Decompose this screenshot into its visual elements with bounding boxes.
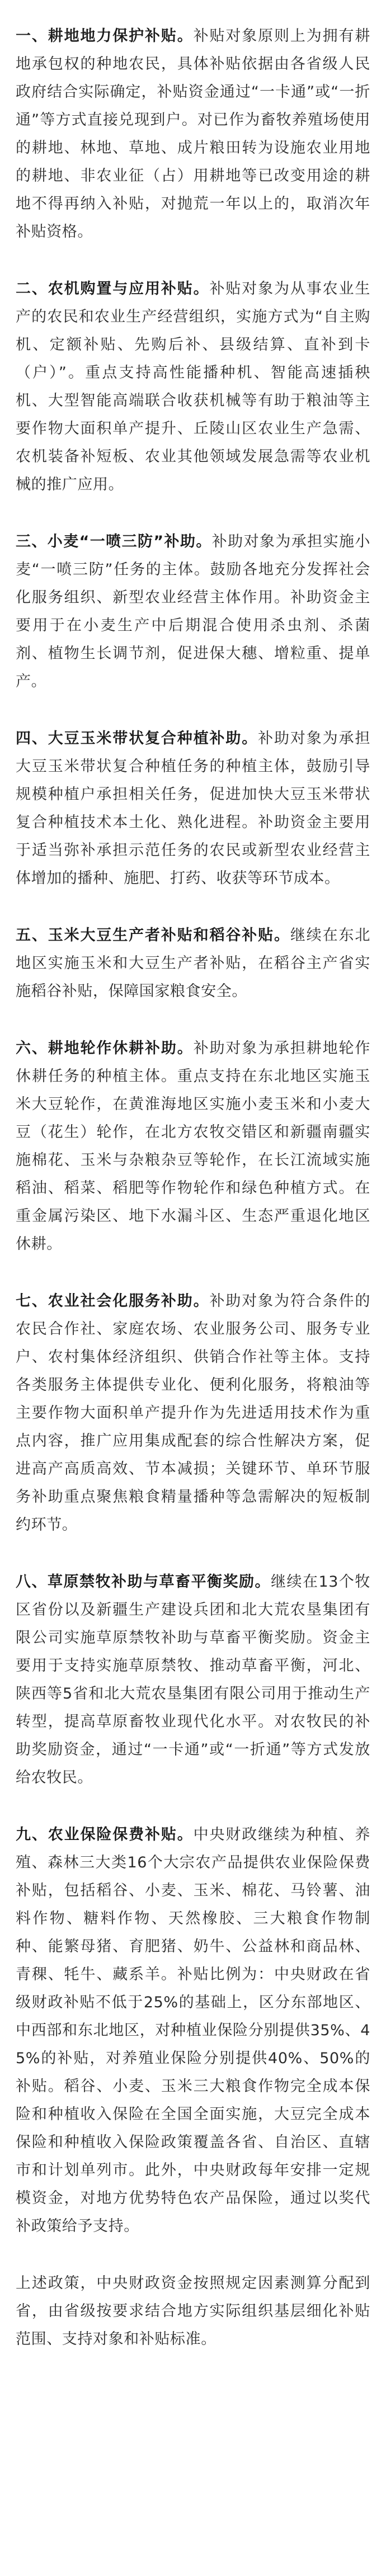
section-heading: 二、农机购置与应用补贴。 <box>16 280 210 298</box>
section-paragraph <box>16 1821 370 2240</box>
section-body: 补贴对象原则上为拥有耕地承包权的种地农民，具体补贴依据由各省级人民政府结合实际确定，补贴资金通过“一卡通”或“一折通”等方式直接兑现到户。对已作为畜牧养殖场使用的耕地、林地、草地、成片粮田转为设施农业用地的耕地、非农业征（占）用耕地等已改变用途的耕地不得再纳入补贴，对抛荒一年以上的，取消次年补贴资格。 <box>16 27 370 240</box>
section-corn-soybean-rice-subsidy <box>16 922 370 1006</box>
section-paragraph <box>16 922 370 1006</box>
closing-paragraph: 上述政策，中央财政资金按照规定因素测算分配到省，由省级按要求结合地方实际组织基层细化补贴范围、支持对象和补贴标准。 <box>16 2275 370 2348</box>
section-wheat-spray-subsidy <box>16 528 370 696</box>
section-heading: 五、玉米大豆生产者补贴和稻谷补贴。 <box>16 927 290 944</box>
section-heading: 八、草原禁牧补助与草畜平衡奖励。 <box>16 1573 271 1591</box>
section-paragraph <box>16 1035 370 1258</box>
section-body: 补助对象为承担耕地轮作休耕任务的种植主体。重点支持在东北地区实施玉米大豆轮作，在黄淮海地区实施小麦玉米和小麦大豆（花生）轮作，在北方农牧交错区和新疆南疆实施棉花、玉米与杂粮杂豆等轮作，在长江流域实施稻油、稻菜、稻肥等作物轮作和绿色种植方式。在重金属污染区、地下水漏斗区、生态严重退化地区休耕。 <box>16 1040 370 1253</box>
section-socialized-service-subsidy <box>16 1287 370 1539</box>
section-paragraph <box>16 528 370 696</box>
section-soybean-corn-strip-subsidy <box>16 725 370 893</box>
section-heading: 四、大豆玉米带状复合种植补助。 <box>16 730 258 747</box>
section-paragraph <box>16 725 370 893</box>
section-farmland-protection-subsidy <box>16 22 370 246</box>
closing-section <box>16 2270 370 2353</box>
section-body: 补贴对象为从事农业生产的农民和农业生产经营组织，实施方式为“自主购机、定额补贴、先购后补、县级结算、直补到卡（户）”。重点支持高性能播种机、智能高速插秧机、大型智能高端联合收获机械等有助于粮油等主要作物大面积单产提升、丘陵山区农业生产急需、农机装备补短板、农业其他领域发展急需等农业机械的推广应用。 <box>16 280 370 493</box>
section-heading: 三、小麦“一喷三防”补助。 <box>16 533 212 550</box>
section-body: 继续在东北地区实施玉米和大豆生产者补贴，在稻谷主产省实施稻谷补贴，保障国家粮食安全。 <box>16 927 371 1000</box>
section-heading: 一、耕地地力保护补贴。 <box>16 27 194 45</box>
section-agricultural-insurance-subsidy <box>16 1821 370 2240</box>
section-body: 补助对象为符合条件的农民合作社、家庭农场、农业服务公司、服务专业户、农村集体经济组织、供销合作社等主体。支持各类服务主体提供专业化、便利化服务，将粮油等主要作物大面积单产提升作为先进适用技术作为重点内容，推广应用集成配套的综合性解决方案，促进高产高质高效、节本减损；关键环节、单环节服务补助重点聚焦粮食精量播种等急需解决的短板制约环节。 <box>16 1292 370 1534</box>
section-grassland-grazing-subsidy <box>16 1568 370 1792</box>
section-body: 补助对象为承担大豆玉米带状复合种植任务的种植主体，鼓励引导规模种植户承担相关任务，促进加快大豆玉米带状复合种植技术本土化、熟化进程。补助资金主要用于适当弥补承担示范任务的农民或新型农业经营主体增加的播种、施肥、打药、收获等环节成本。 <box>16 730 370 887</box>
section-paragraph <box>16 22 370 246</box>
section-crop-rotation-fallow-subsidy <box>16 1035 370 1258</box>
section-heading: 七、农业社会化服务补助。 <box>16 1292 210 1310</box>
section-heading: 九、农业保险保费补贴。 <box>16 1826 194 1843</box>
section-body: 中央财政继续为种植、养殖、森林三大类16个大宗农产品提供农业保险保费补贴，包括稻谷、小麦、玉米、棉花、马铃薯、油料作物、糖料作物、天然橡胶、三大粮食作物制种、能繁母猪、育肥猪、奶牛、公益林和商品林、青稞、牦牛、藏系羊。补贴比例为：中央财政在省级财政补贴不低于25%的基础上，区分东部地区、中西部和东北地区，对种植业保险分别提供35%、45%的补贴，对养殖业保险分别提供40%、50%的补贴。稻谷、小麦、玉米三大粮食作物完全成本保险和种植收入保险在全国全面实施，大豆完全成本保险和种植收入保险政策覆盖各省、自治区、直辖市和计划单列市。此外，中央财政每年安排一定规模资金，对地方优势特色农产品保险，通过以奖代补政策给予支持。 <box>16 1826 370 2235</box>
section-body: 补助对象为承担实施小麦“一喷三防”任务的主体。鼓励各地充分发挥社会化服务组织、新型农业经营主体作用。补助资金主要用于在小麦生产中后期混合使用杀虫剂、杀菌剂、植物生长调节剂，促进保大穗、增粒重、提单产。 <box>16 533 371 690</box>
section-body: 继续在13个牧区省份以及新疆生产建设兵团和北大荒农垦集团有限公司实施草原禁牧补助与草畜平衡奖励。资金主要用于支持实施草原禁牧、推动草畜平衡，河北、陕西等5省和北大荒农垦集团有限公司用于推动生产转型，提高草原畜牧业现代化水平。对农牧民的补助奖励资金，通过“一卡通”或“一折通”等方式发放给农牧民。 <box>16 1573 370 1786</box>
section-paragraph <box>16 275 370 499</box>
section-heading: 六、耕地轮作休耕补助。 <box>16 1040 194 1057</box>
section-paragraph <box>16 1568 370 1792</box>
section-paragraph <box>16 1287 370 1539</box>
section-agricultural-machinery-subsidy <box>16 275 370 499</box>
